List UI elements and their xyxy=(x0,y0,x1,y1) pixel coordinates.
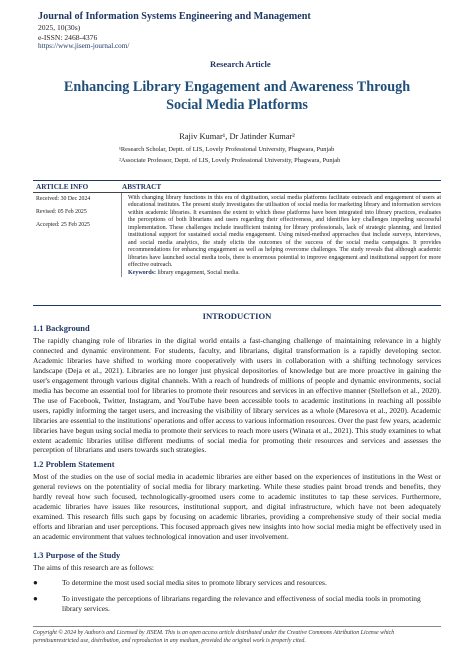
paper-title-line-2: Social Media Platforms xyxy=(166,96,308,113)
list-item-text: To investigate the perceptions of librarians regarding the relevance and effectiveness of social media tools in promoting library services. xyxy=(62,594,421,613)
journal-issue: 2025, 10(30s) xyxy=(38,23,81,32)
keywords-line xyxy=(128,270,441,278)
article-info-heading: ARTICLE INFO xyxy=(36,182,89,191)
background-heading: 1.1 Background xyxy=(33,324,90,333)
info-box-header xyxy=(33,181,441,193)
list-item-text: To determine the most used social media sites to promote library services and resources. xyxy=(62,578,327,587)
article-info-box xyxy=(33,180,441,277)
article-dates xyxy=(33,193,122,277)
copyright-footer: Copyright © 2024 by Author/s and Licensed by JISEM. This is an open access article distributed under the Creative Commons Attribution License which permitsunrestricted use, distribution, and reproduction in any medium, provided the original work is properly cited. xyxy=(33,626,441,645)
abstract-section xyxy=(122,193,441,277)
received-date: Received: 30 Dec 2024 xyxy=(36,196,91,202)
paper-title-line-1: Enhancing Library Engagement and Awareness Through xyxy=(63,79,411,95)
affiliation-1: ¹Research Scholar, Deptt. of LIS, Lovely Professional University, Phagwara, Punjab xyxy=(119,146,335,153)
journal-header xyxy=(38,11,438,52)
info-box-body xyxy=(33,193,441,277)
accepted-date: Accepted: 25 Feb 2025 xyxy=(36,222,90,228)
problem-statement-paragraph: Most of the studies on the use of social media in academic libraries are either based on the experiences of institutions in the West or general reviews on the potentiality of social media for library marketing. While these studies paint broad trends and benefits, they hardly reveal how such focused, technologically-groomed users come to academic institutes to tap these services. Furthermore, academic libraries have issues like resources, institutional support, and digital infrastructure, which have not been adequately examined. This research fills such gaps by focusing on academic libraries, providing a comprehensive study of their social media efforts and librarian and user perceptions. This focused approach gives new insights into how social media might be effectively used in an academic environment that values technological innovation and user involvement. xyxy=(33,472,441,541)
purpose-intro: The aims of this research are as follows: xyxy=(33,563,154,572)
journal-name: Journal of Information Systems Engineering and Management xyxy=(38,11,311,22)
purpose-heading: 1.3 Purpose of the Study xyxy=(33,551,121,560)
bullet-icon: ● xyxy=(33,594,38,603)
paper-title xyxy=(20,79,454,114)
background-paragraph: The rapidly changing role of libraries in the digital world entails a fast-changing challenge of maintaining relevance in a highly connected and dynamic environment. For students, faculty, and librarians, digital transformation is a rapidly developing sector. Academic libraries have shifted to working more cooperatively with users in collaboration with a shifting technology services landscape (Deja et al., 2021). Libraries are no longer just physical depositories of knowledge but are more proactive in gaining the user's engagement through various digital channels. With a reach of hundreds of millions of people and dynamic environments, social media has become an essential tool for libraries to promote their resources and services in an effective manner (Stellefson et al., 2020). The use of Facebook, Twitter, Instagram, and YouTube have been accessible tools to academic institutions in reaching all possible users, rapidly informing the target users, and increasing the visibility of library services as a whole (Maresova et al., 2020). Academic libraries are essential to the institutions' operations and offer access to various information resources. Over the past few years, academic libraries have begun using social media to promote their services to reach more users (Winata et al., 2021). This study examines to what extent academic libraries utilise different mediums of social media for promoting their resources and services and assesses the perception of librarians and users towards such strategies. xyxy=(33,336,441,455)
author-list: Rajiv Kumar¹, Dr Jatinder Kumar² xyxy=(179,132,295,141)
affiliation-2: ²Associate Professor, Deptt. of LIS, Lovely Professional University, Phagwara, Punjab xyxy=(119,157,341,164)
problem-statement-heading: 1.2 Problem Statement xyxy=(33,460,115,469)
journal-issn: e-ISSN: 2468-4376 xyxy=(38,32,98,42)
introduction-heading: INTRODUCTION xyxy=(202,311,272,321)
journal-url-link[interactable]: https://www.jisem-journal.com/ xyxy=(38,42,130,51)
revised-date: Revised: 05 Feb 2025 xyxy=(36,209,87,215)
keywords-label: Keywords: xyxy=(128,269,156,276)
abstract-text: With changing library functions in this era of digitisation, social media platforms facilitate outreach and engagement of users at educational institutes. The present study investigates the utilisation of social media for marketing library and information services within academic libraries. It examines the extent to which these platforms have been integrated into library practices, evaluates the perceptions of both librarians and users regarding their effectiveness, and identifies key challenges impeding successful implementation. These challenges include insufficient training for library professionals, lack of strategic planning, and limited institutional support for sustained social media engagement. Using mixed-method approaches that include surveys, interviews, and social media analytics, the study elicits the outcomes of the success of the social media campaigns. It provides recommendations for enhancing engagement as well as helping overcome challenges. The study reveals that although academic libraries have launched social media tools, there is enormous potential to improve engagement and institutional support for more effective outreach. xyxy=(128,195,441,269)
info-box-bottom-rule xyxy=(33,305,441,306)
bullet-icon: ● xyxy=(33,578,38,587)
abstract-heading: ABSTRACT xyxy=(122,182,162,191)
article-type-label: Research Article xyxy=(210,59,271,69)
keywords-value: library engagement, Social media. xyxy=(156,269,240,276)
